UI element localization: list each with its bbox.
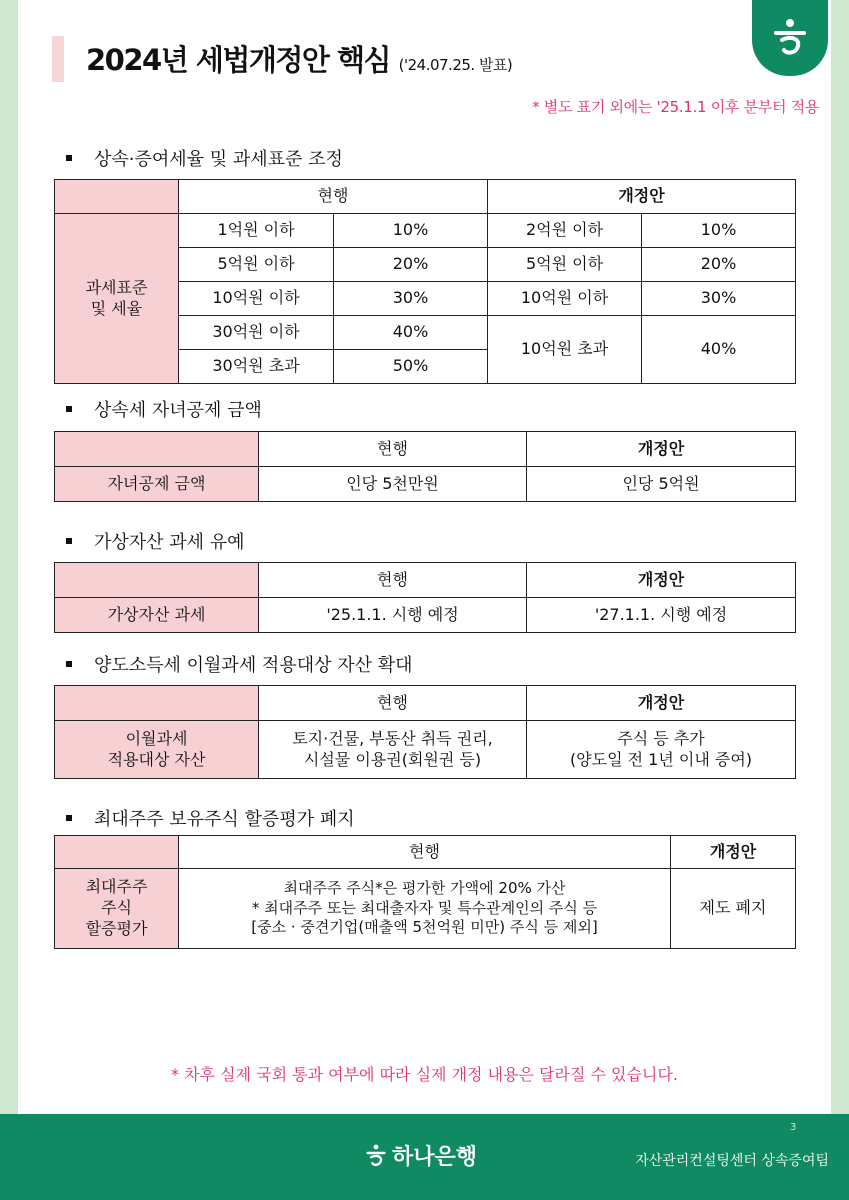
proposed-bracket: 5억원 이하 (488, 248, 642, 282)
title-accent-bar (52, 36, 64, 82)
section-2-title-text: 상속세 자녀공제 금액 (94, 400, 262, 421)
col-new-header: 개정안 (527, 686, 796, 721)
current-rate: 20% (334, 248, 488, 282)
table-corner (55, 836, 179, 869)
current-bracket: 5억원 이하 (179, 248, 334, 282)
section-1-title (66, 145, 343, 171)
footer-brand (364, 1140, 477, 1171)
proposed-rate: 40% (642, 316, 796, 384)
current-line: * 최대주주 또는 최대출자자 및 특수관계인의 주식 등 (251, 898, 598, 917)
row-label (55, 869, 179, 949)
proposed-value (527, 721, 796, 779)
bullet-icon (66, 815, 72, 821)
premium-valuation-table (54, 835, 796, 949)
table-corner (55, 180, 179, 214)
section-5-title (66, 805, 355, 831)
col-current-header: 현행 (259, 432, 527, 467)
current-value: '25.1.1. 시행 예정 (259, 598, 527, 633)
section-3-title-text: 가상자산 과세 유예 (94, 532, 245, 553)
proposed-value: '27.1.1. 시행 예정 (527, 598, 796, 633)
col-new-header: 개정안 (527, 563, 796, 598)
carryover-tax-table (54, 685, 796, 779)
section-4-title (66, 651, 412, 677)
current-value: 인당 5천만원 (259, 467, 527, 502)
table-corner (55, 563, 259, 598)
child-deduction-table (54, 431, 796, 502)
proposed-value: 제도 폐지 (671, 869, 796, 949)
brand-name: 하나은행 (392, 1145, 478, 1170)
tax-rate-table (54, 179, 796, 384)
left-margin-band (0, 0, 18, 1114)
row-label-line: 할증평가 (85, 918, 148, 938)
current-bracket: 30억원 이하 (179, 316, 334, 350)
right-margin-band (831, 0, 849, 1114)
table-corner (55, 432, 259, 467)
proposed-bracket: 10억원 초과 (488, 316, 642, 384)
current-line: 최대주주 주식*은 평가한 가액에 20% 가산 (283, 879, 566, 898)
bullet-icon (66, 661, 72, 667)
current-value (259, 721, 527, 779)
col-current-header: 현행 (259, 563, 527, 598)
proposed-line: 주식 등 추가 (617, 728, 705, 748)
section-4-title-text: 양도소득세 이월과세 적용대상 자산 확대 (94, 655, 413, 676)
row-label-line: 적용대상 자산 (107, 749, 206, 769)
col-new-header: 개정안 (527, 432, 796, 467)
current-rate: 30% (334, 282, 488, 316)
proposed-value: 인당 5억원 (527, 467, 796, 502)
department-name: 자산관리컨설팅센터 상속증여팀 (635, 1153, 829, 1169)
section-3-title (66, 528, 245, 554)
proposed-rate: 30% (642, 282, 796, 316)
hana-logo-icon (770, 16, 810, 60)
current-rate: 10% (334, 214, 488, 248)
section-2-title (66, 396, 262, 422)
current-line: 시설물 이용권(회원권 등) (303, 749, 482, 769)
hana-logo-tab (752, 0, 828, 76)
current-line: 토지·건물, 부동산 취득 권리, (292, 728, 493, 748)
current-bracket: 30억원 초과 (179, 350, 334, 384)
effective-date-note: * 별도 표기 외에는 '25.1.1 이후 분부터 적용 (532, 98, 819, 116)
col-new-header: 개정안 (671, 836, 796, 869)
section-1-title-text: 상속·증여세율 및 과세표준 조정 (94, 149, 343, 170)
col-current-header: 현행 (179, 836, 671, 869)
page-title-text: 2024년 세법개정안 핵심 (86, 43, 391, 77)
proposed-rate: 20% (642, 248, 796, 282)
bullet-icon (66, 406, 72, 412)
col-current-header: 현행 (259, 686, 527, 721)
section-5-title-text: 최대주주 보유주식 할증평가 폐지 (94, 809, 355, 830)
current-bracket: 10억원 이하 (179, 282, 334, 316)
bullet-icon (66, 538, 72, 544)
bullet-icon (66, 155, 72, 161)
current-bracket: 1억원 이하 (179, 214, 334, 248)
row-label-tax-base: 과세표준 및 세율 (55, 214, 179, 384)
proposed-bracket: 2억원 이하 (488, 214, 642, 248)
col-current-header: 현행 (179, 180, 488, 214)
virtual-asset-table (54, 562, 796, 633)
table-corner (55, 686, 259, 721)
col-new-header: 개정안 (488, 180, 796, 214)
proposed-bracket: 10억원 이하 (488, 282, 642, 316)
current-value (179, 869, 671, 949)
current-rate: 50% (334, 350, 488, 384)
row-label: 자녀공제 금액 (55, 467, 259, 502)
row-label-line: 최대주주 (85, 877, 148, 897)
current-line: [중소 · 중견기업(매출액 5천억원 미만) 주식 등 제외] (251, 918, 598, 937)
page-title (86, 38, 512, 79)
row-label (55, 721, 259, 779)
proposed-rate: 10% (642, 214, 796, 248)
current-rate: 40% (334, 316, 488, 350)
proposed-line: (양도일 전 1년 이내 증여) (569, 749, 753, 769)
row-label-line: 주식 (101, 898, 132, 918)
page-number: 3 (790, 1122, 797, 1133)
row-label-line: 이월과세 (125, 728, 188, 748)
hana-logo-icon (364, 1142, 388, 1170)
disclaimer-note: * 차후 실제 국회 통과 여부에 따라 실제 개정 내용은 달라질 수 있습니다. (171, 1065, 678, 1084)
row-label: 가상자산 과세 (55, 598, 259, 633)
page-title-date: ('24.07.25. 발표) (398, 56, 513, 74)
